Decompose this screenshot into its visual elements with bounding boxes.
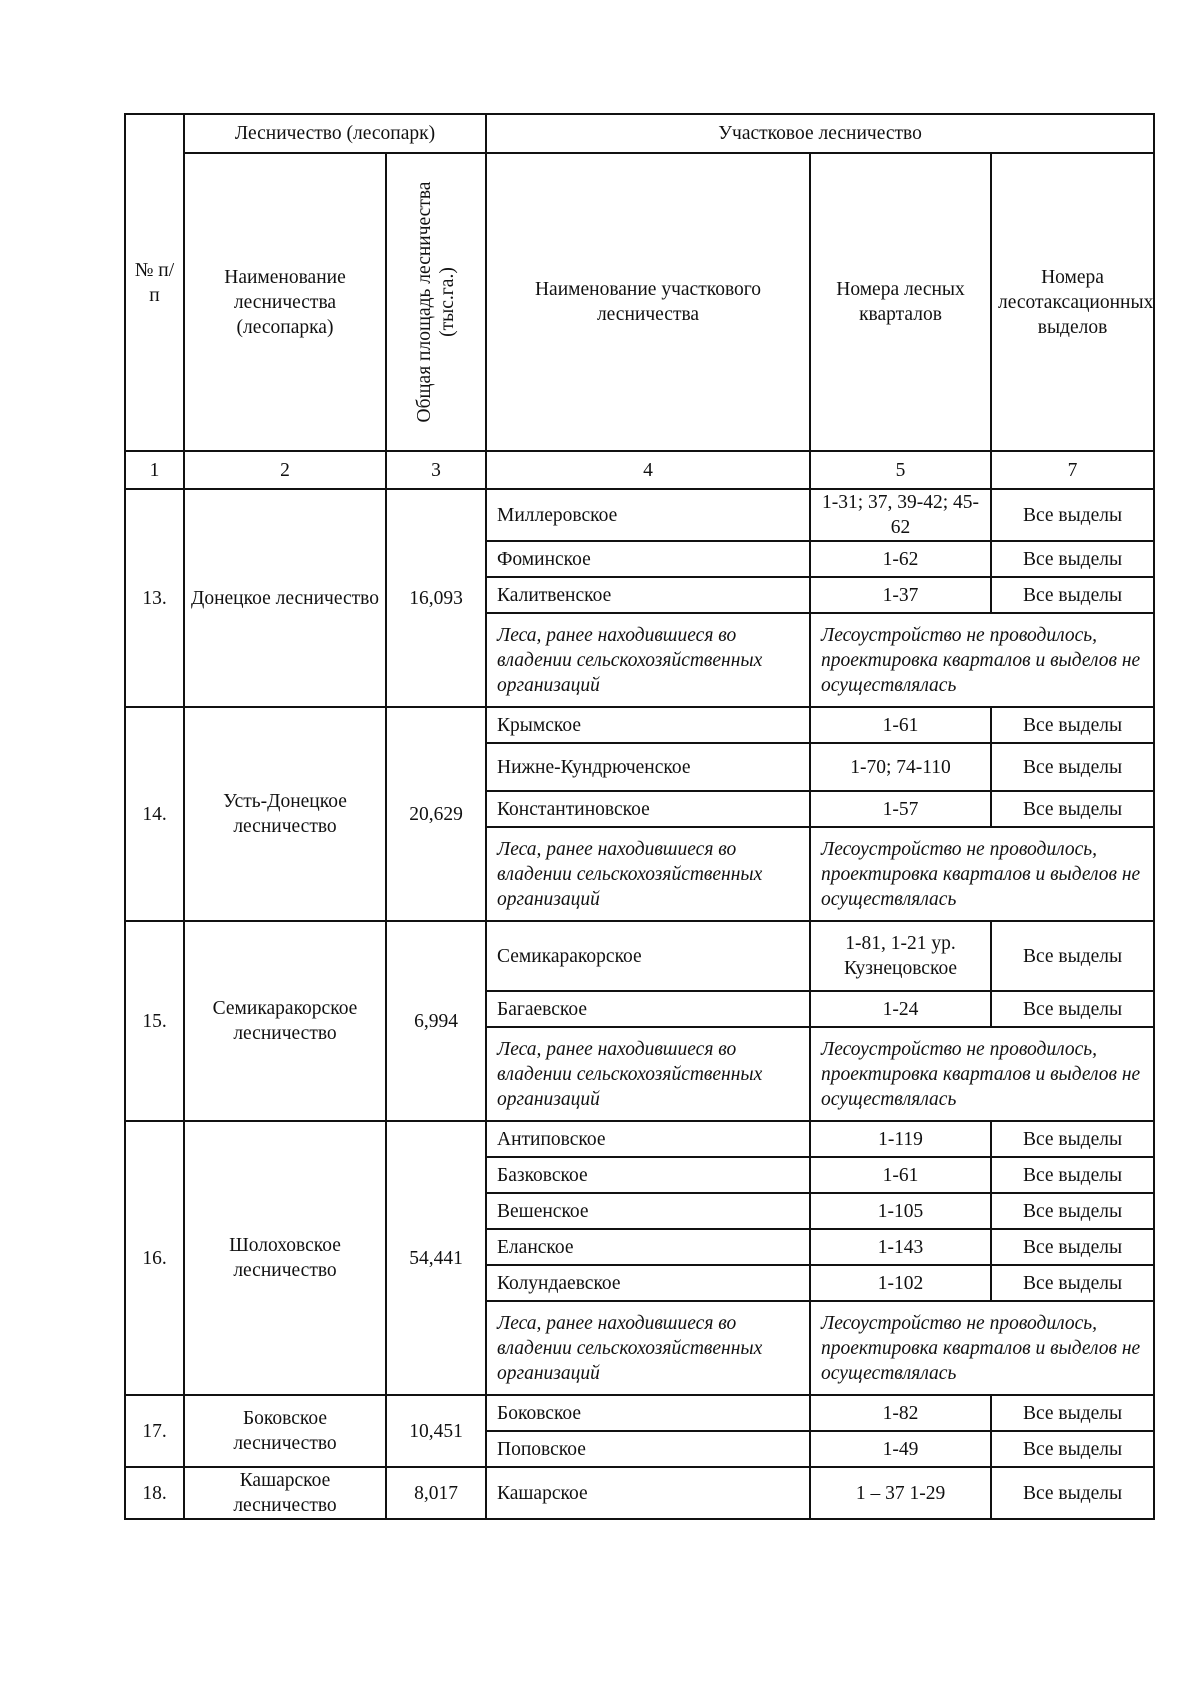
note-no-survey: Лесоустройство не проводилось, проектировка кварталов и выделов не осуществлялась (810, 1301, 1154, 1395)
allotment-numbers: Все выделы (991, 1395, 1154, 1431)
district-name: Поповское (486, 1431, 810, 1467)
note-no-survey: Лесоустройство не проводилось, проектировка кварталов и выделов не осуществлялась (810, 827, 1154, 921)
district-name: Миллеровское (486, 489, 810, 541)
note-former-agricultural: Леса, ранее находившиеся во владении сельскохозяйственных организаций (486, 827, 810, 921)
note-no-survey: Лесоустройство не проводилось, проектировка кварталов и выделов не осуществлялась (810, 613, 1154, 707)
quarter-numbers: 1-82 (810, 1395, 991, 1431)
forestry-number: 17. (125, 1395, 184, 1467)
district-name: Семикаракорское (486, 921, 810, 991)
header-col-area (386, 153, 486, 451)
forestry-name: Семикаракорское лесничество (184, 921, 386, 1121)
allotment-numbers: Все выделы (991, 1229, 1154, 1265)
header-number-row (125, 451, 1154, 489)
header-col-district-name: Наименование участкового лесничества (486, 153, 810, 451)
forestry-number: 18. (125, 1467, 184, 1519)
allotment-numbers: Все выделы (991, 1265, 1154, 1301)
quarter-numbers: 1-61 (810, 707, 991, 743)
note-former-agricultural: Леса, ранее находившиеся во владении сельскохозяйственных организаций (486, 1027, 810, 1121)
forestry-number: 15. (125, 921, 184, 1121)
quarter-numbers: 1-81, 1-21 ур. Кузнецовское (810, 921, 991, 991)
forestry-area: 20,629 (386, 707, 486, 921)
quarter-numbers: 1-24 (810, 991, 991, 1027)
district-name: Кашарское (486, 1467, 810, 1519)
forestry-name: Шолоховское лесничество (184, 1121, 386, 1395)
allotment-numbers: Все выделы (991, 991, 1154, 1027)
quarter-numbers: 1-37 (810, 577, 991, 613)
forestry-table (124, 113, 1155, 1520)
quarter-numbers: 1-62 (810, 541, 991, 577)
table-row (125, 707, 1154, 743)
district-name: Фоминское (486, 541, 810, 577)
table-row (125, 489, 1154, 541)
header-main-row (125, 153, 1154, 451)
allotment-numbers: Все выделы (991, 743, 1154, 791)
district-name: Вешенское (486, 1193, 810, 1229)
district-name: Константиновское (486, 791, 810, 827)
forestry-name: Боковское лесничество (184, 1395, 386, 1467)
forestry-area: 8,017 (386, 1467, 486, 1519)
header-num: 2 (184, 451, 386, 489)
district-name: Нижне-Кундрюченское (486, 743, 810, 791)
forestry-table-sheet (124, 113, 1153, 1520)
quarter-numbers: 1-143 (810, 1229, 991, 1265)
forestry-number: 13. (125, 489, 184, 707)
forestry-name: Донецкое лесничество (184, 489, 386, 707)
district-name: Калитвенское (486, 577, 810, 613)
header-num: 7 (991, 451, 1154, 489)
quarter-numbers: 1-102 (810, 1265, 991, 1301)
quarter-numbers: 1-61 (810, 1157, 991, 1193)
forestry-number: 14. (125, 707, 184, 921)
quarter-numbers: 1 – 37 1-29 (810, 1467, 991, 1519)
district-name: Базковское (486, 1157, 810, 1193)
header-col-allotments: Номера лесотаксационных выделов (991, 153, 1154, 451)
table-row (125, 1121, 1154, 1157)
quarter-numbers: 1-31; 37, 39-42; 45-62 (810, 489, 991, 541)
quarter-numbers: 1-70; 74-110 (810, 743, 991, 791)
allotment-numbers: Все выделы (991, 1157, 1154, 1193)
district-name: Колундаевское (486, 1265, 810, 1301)
header-group-row (125, 114, 1154, 153)
header-col-forestry-name: Наименование лесничества (лесопарка) (184, 153, 386, 451)
header-group-forestry: Лесничество (лесопарк) (184, 114, 486, 153)
allotment-numbers: Все выделы (991, 791, 1154, 827)
header-num: 3 (386, 451, 486, 489)
allotment-numbers: Все выделы (991, 489, 1154, 541)
forestry-number: 16. (125, 1121, 184, 1395)
allotment-numbers: Все выделы (991, 707, 1154, 743)
district-name: Антиповское (486, 1121, 810, 1157)
header-num: 1 (125, 451, 184, 489)
district-name: Крымское (486, 707, 810, 743)
table-row (125, 1395, 1154, 1431)
forestry-area: 6,994 (386, 921, 486, 1121)
header-group-district: Участковое лесничество (486, 114, 1154, 153)
forestry-area: 10,451 (386, 1395, 486, 1467)
forestry-name: Усть-Донецкое лесничество (184, 707, 386, 921)
note-former-agricultural: Леса, ранее находившиеся во владении сельскохозяйственных организаций (486, 1301, 810, 1395)
district-name: Багаевское (486, 991, 810, 1027)
forestry-area: 16,093 (386, 489, 486, 707)
header-col-number: № п/п (125, 114, 184, 451)
district-name: Боковское (486, 1395, 810, 1431)
table-row (125, 1467, 1154, 1519)
allotment-numbers: Все выделы (991, 1467, 1154, 1519)
forestry-area: 54,441 (386, 1121, 486, 1395)
district-name: Еланское (486, 1229, 810, 1265)
header-num: 5 (810, 451, 991, 489)
quarter-numbers: 1-105 (810, 1193, 991, 1229)
allotment-numbers: Все выделы (991, 1431, 1154, 1467)
allotment-numbers: Все выделы (991, 1121, 1154, 1157)
quarter-numbers: 1-119 (810, 1121, 991, 1157)
allotment-numbers: Все выделы (991, 1193, 1154, 1229)
table-row (125, 921, 1154, 991)
header-col-area-text: Общая площадь лесничества (тыс.га.) (414, 181, 458, 423)
quarter-numbers: 1-49 (810, 1431, 991, 1467)
note-former-agricultural: Леса, ранее находившиеся во владении сельскохозяйственных организаций (486, 613, 810, 707)
allotment-numbers: Все выделы (991, 921, 1154, 991)
quarter-numbers: 1-57 (810, 791, 991, 827)
header-col-quarters: Номера лесных кварталов (810, 153, 991, 451)
header-num: 4 (486, 451, 810, 489)
allotment-numbers: Все выделы (991, 541, 1154, 577)
note-no-survey: Лесоустройство не проводилось, проектировка кварталов и выделов не осуществлялась (810, 1027, 1154, 1121)
table-body (125, 114, 1154, 1519)
allotment-numbers: Все выделы (991, 577, 1154, 613)
forestry-name: Кашарское лесничество (184, 1467, 386, 1519)
